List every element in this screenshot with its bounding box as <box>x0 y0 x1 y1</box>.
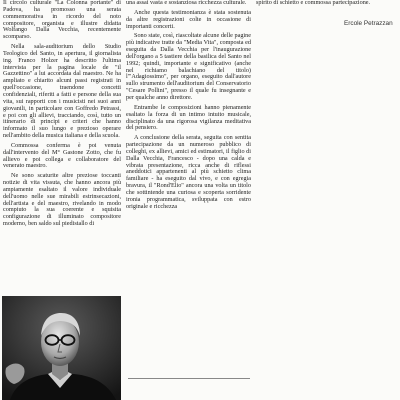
article-paragraph: Sono state, così, riascoltate alcune delle pagine più indicative tratte da "Media Vita", composta ed eseguita da Dalla Vecchia per l'inaugurazione dell'organo a 5 tastiere della basilica del Santo nel 1992; quindi, importante e significativo (anche nel richiamo balachiano del titolo) l'"Adagiossimo", per organo, eseguito dall'autore sullo strumento dell'auditorium del Conservatorio "Cesare Pollini", presso il quale fu insegnante e per qualche anno direttore. <box>126 32 251 101</box>
portrait-photo <box>2 296 121 400</box>
article-paragraph: una assai vasta e sostanziosa ricchezza culturale. <box>126 0 247 6</box>
article-paragraph: Commossa conferma è poi venuta dall'intervento del M° Gastone Zotto, che fu allievo e poi collega e collaboratore del venerato maestro. <box>3 141 121 170</box>
author-signature: Ercole Petrazzan <box>344 20 393 27</box>
article-paragraph: Anche questa testimonianza è stata sostenuta da altre registrazioni colte in occasione di importanti concerti. <box>126 8 251 30</box>
article-paragraph: Nella sala-auditorium dello Studio Teologico del Santo, in apertura, il giornalista ing. Franco Holzer ha descritto l'ultima intervista per la pagina locale de "il Gazzettino" a lui accordata dal maestro. Ne ha ampliato e chiarito alcuni passi registrati in quell'occasione, traendone concetti confidenziali, riferiti a fatti e persone della sua vita, sui rapporti con i musicisti nei suoi anni giovanili, in particolare con Goffredo Petrassi, e poi con gli allievi, tracciando, così, tutto un itinerario di principi e criteri che hanno informato il suo lungo e prezioso operare nell'ambito della musica italiana e della scuola. <box>3 43 121 140</box>
column-divider <box>128 378 250 379</box>
article-paragraph: Ne sono scaturite altre preziose toccanti notizie di vita vissuta, che hanno ancora più ampiamente esaltato il valore individuale dell'uomo nelle sue mirabili estrinsecazioni, dell'artista e del maestro, rivelando in modo compiuto la sua coerente e squisita configurazione di illuminato compositore moderno, ben saldo sul piedistallo di <box>3 172 121 228</box>
article-paragraph: Entrambe le composizioni hanno pienamente esaltato la forza di un intimo intuito musicale, disciplinato da una rigorosa vigilanza meditativa del pensiero. <box>126 103 251 132</box>
blank-area <box>256 30 400 400</box>
article-paragraph: Il circolo culturale "La Colonna portante" di Padova, ha promosso una serata commemorativa in ricordo del noto compositore, organista e illustre didatta Wolfango Dalla Vecchia, recentemente scomparso. <box>3 0 121 41</box>
article-paragraph: spirito di schietto e commossa partecipazione. <box>256 0 371 6</box>
article-paragraph: A conclusione della serata, seguita con sentita partecipazione da un numeroso pubblico di colleghi, ex allievi, amici ed estimatori, il figlio di Dalla Vecchia, Francesco - dopo una calda e vibrata presentazione, ricca anche di riflessi aneddotici appartenenti al più schietto clima familiare - ha eseguito dal vivo, e con egregia bravura, il "Rond'Elio" ancora una volta un titolo che sottintende una curiosa e scoperta sorridente ironia programmatica, sviluppata con estro originale e ricchezza <box>126 134 251 210</box>
article-column-2 <box>126 0 251 400</box>
